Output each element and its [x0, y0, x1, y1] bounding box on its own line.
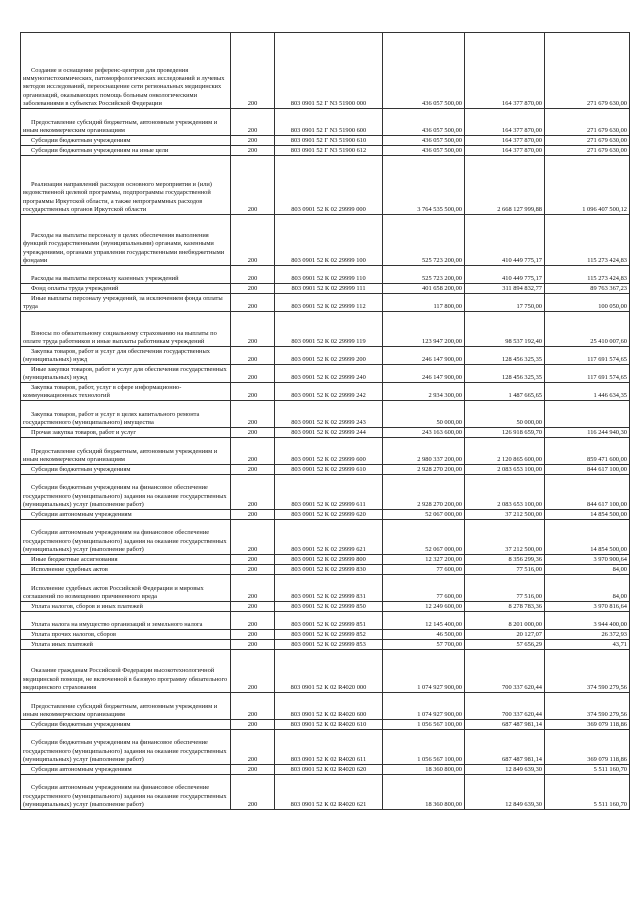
row-admin-code-cell: 200: [231, 146, 275, 156]
row-name-cell: Субсидии автономным учреждениям на финансовое обеспечение государственного (муниципального) задания на оказание государственных (муниципальных) услуг (выполнение работ): [21, 520, 231, 555]
row-name-cell: Оказание гражданам Российской Федерации высокотехнологичной медицинской помощи, не включенной в базовую программу обязательного медицинского страхования: [21, 650, 231, 693]
row-name-cell: Субсидии бюджетным учреждениям на финансовое обеспечение государственного (муниципального) задания на оказание государственных (муниципальных) услуг (выполнение работ): [21, 475, 231, 510]
row-name-cell: Уплата иных платежей: [21, 640, 231, 650]
row-executed-amount-cell: 410 449 775,17: [465, 215, 545, 266]
row-unexecuted-amount-cell: 5 511 160,70: [545, 765, 630, 775]
row-executed-amount-cell: 37 212 500,00: [465, 520, 545, 555]
row-executed-amount-cell: 12 849 639,30: [465, 765, 545, 775]
row-admin-code-cell: 200: [231, 693, 275, 720]
row-unexecuted-amount-cell: 271 679 630,00: [545, 146, 630, 156]
row-admin-code-cell: 200: [231, 640, 275, 650]
row-unexecuted-amount-cell: 100 050,00: [545, 294, 630, 312]
row-admin-code-cell: 200: [231, 630, 275, 640]
row-approved-amount-cell: 246 147 900,00: [383, 347, 465, 365]
row-name-cell: Субсидии бюджетным учреждениям: [21, 720, 231, 730]
row-unexecuted-amount-cell: 3 944 400,00: [545, 612, 630, 630]
row-approved-amount-cell: 2 928 270 200,00: [383, 475, 465, 510]
row-executed-amount-cell: 164 377 870,00: [465, 33, 545, 109]
row-budget-code-cell: 803 0901 52 К 02 29999 851: [275, 612, 383, 630]
row-budget-code-cell: 803 0901 52 К 02 29999 100: [275, 215, 383, 266]
row-budget-code-cell: 803 0901 52 К 02 29999 244: [275, 428, 383, 438]
table-row: [21, 284, 630, 294]
row-executed-amount-cell: 77 516,00: [465, 565, 545, 575]
row-approved-amount-cell: 57 700,00: [383, 640, 465, 650]
table-row: [21, 156, 630, 215]
row-executed-amount-cell: 8 201 000,00: [465, 612, 545, 630]
row-approved-amount-cell: 436 057 500,00: [383, 33, 465, 109]
table-row: [21, 365, 630, 383]
row-unexecuted-amount-cell: 3 970 900,64: [545, 555, 630, 565]
row-unexecuted-amount-cell: 374 590 279,56: [545, 693, 630, 720]
row-executed-amount-cell: 311 894 832,77: [465, 284, 545, 294]
row-name-cell: Закупка товаров, работ и услуг в целях капитального ремонта государственного (муниципального) имущества: [21, 401, 231, 428]
row-unexecuted-amount-cell: 84,00: [545, 565, 630, 575]
row-approved-amount-cell: 123 947 200,00: [383, 312, 465, 347]
row-approved-amount-cell: 243 163 600,00: [383, 428, 465, 438]
table-row: [21, 428, 630, 438]
row-admin-code-cell: 200: [231, 284, 275, 294]
row-unexecuted-amount-cell: 26 372,93: [545, 630, 630, 640]
row-executed-amount-cell: 57 656,29: [465, 640, 545, 650]
row-name-cell: Субсидии автономным учреждениям на финансовое обеспечение государственного (муниципального) задания на оказание государственных (муниципальных) услуг (выполнение работ): [21, 775, 231, 810]
row-approved-amount-cell: 52 067 000,00: [383, 510, 465, 520]
row-approved-amount-cell: 117 800,00: [383, 294, 465, 312]
row-unexecuted-amount-cell: 25 410 007,60: [545, 312, 630, 347]
budget-execution-table: [20, 32, 630, 810]
row-approved-amount-cell: 525 723 200,00: [383, 266, 465, 284]
table-row: [21, 650, 630, 693]
row-executed-amount-cell: 98 537 192,40: [465, 312, 545, 347]
row-budget-code-cell: 803 0901 52 К 02 R4020 600: [275, 693, 383, 720]
row-budget-code-cell: 803 0901 52 К 02 R4020 621: [275, 775, 383, 810]
row-budget-code-cell: 803 0901 52 К 02 29999 119: [275, 312, 383, 347]
row-executed-amount-cell: 50 000,00: [465, 401, 545, 428]
row-name-cell: Субсидии автономным учреждениям: [21, 765, 231, 775]
budget-report-page: [20, 32, 629, 810]
row-admin-code-cell: 200: [231, 383, 275, 401]
row-name-cell: Закупка товаров, работ, услуг в сфере информационно-коммуникационных технологий: [21, 383, 231, 401]
row-name-cell: Субсидии бюджетным учреждениям: [21, 465, 231, 475]
row-budget-code-cell: 803 0901 52 К 02 R4020 620: [275, 765, 383, 775]
row-admin-code-cell: 200: [231, 109, 275, 136]
row-approved-amount-cell: 77 600,00: [383, 575, 465, 602]
row-budget-code-cell: 803 0901 52 Г N3 51900 610: [275, 136, 383, 146]
row-name-cell: Уплата прочих налогов, сборов: [21, 630, 231, 640]
row-unexecuted-amount-cell: 271 679 630,00: [545, 33, 630, 109]
row-unexecuted-amount-cell: 1 096 407 500,12: [545, 156, 630, 215]
table-row: [21, 510, 630, 520]
row-admin-code-cell: 200: [231, 520, 275, 555]
table-row: [21, 565, 630, 575]
row-admin-code-cell: 200: [231, 465, 275, 475]
row-unexecuted-amount-cell: 117 691 574,65: [545, 347, 630, 365]
row-name-cell: Взносы по обязательному социальному страхованию на выплаты по оплате труда работников и иные выплаты работникам учреждений: [21, 312, 231, 347]
row-name-cell: Расходы на выплаты персоналу в целях обеспечения выполнения функций государственными (муниципальными) органами, казенными учреждениями, органами управления государственными внебюджетными фондами: [21, 215, 231, 266]
row-admin-code-cell: 200: [231, 156, 275, 215]
row-budget-code-cell: 803 0901 52 К 02 29999 240: [275, 365, 383, 383]
row-executed-amount-cell: 2 120 865 600,00: [465, 438, 545, 465]
row-budget-code-cell: 803 0901 52 К 02 29999 110: [275, 266, 383, 284]
row-approved-amount-cell: 50 000,00: [383, 401, 465, 428]
row-unexecuted-amount-cell: 271 679 630,00: [545, 109, 630, 136]
row-admin-code-cell: 200: [231, 602, 275, 612]
row-name-cell: Исполнение судебных актов: [21, 565, 231, 575]
row-approved-amount-cell: 3 764 535 500,00: [383, 156, 465, 215]
row-budget-code-cell: 803 0901 52 К 02 29999 831: [275, 575, 383, 602]
row-executed-amount-cell: 410 449 775,17: [465, 266, 545, 284]
row-unexecuted-amount-cell: 271 679 630,00: [545, 136, 630, 146]
row-executed-amount-cell: 128 456 325,35: [465, 347, 545, 365]
row-name-cell: Уплата налогов, сборов и иных платежей: [21, 602, 231, 612]
table-row: [21, 765, 630, 775]
row-budget-code-cell: 803 0901 52 К 02 29999 610: [275, 465, 383, 475]
table-row: [21, 266, 630, 284]
row-name-cell: Расходы на выплаты персоналу казенных учреждений: [21, 266, 231, 284]
table-row: [21, 383, 630, 401]
row-admin-code-cell: 200: [231, 33, 275, 109]
row-admin-code-cell: 200: [231, 575, 275, 602]
row-budget-code-cell: 803 0901 52 К 02 29999 112: [275, 294, 383, 312]
row-admin-code-cell: 200: [231, 475, 275, 510]
row-admin-code-cell: 200: [231, 775, 275, 810]
row-name-cell: Реализация направлений расходов основного мероприятия и (или) ведомственной целевой программы, подпрограммы государственной программы Иркутской области, а также непрограммных расходов государственных органов Иркутской области: [21, 156, 231, 215]
row-executed-amount-cell: 164 377 870,00: [465, 136, 545, 146]
row-admin-code-cell: 200: [231, 765, 275, 775]
row-budget-code-cell: 803 0901 52 Г N3 51900 000: [275, 33, 383, 109]
row-approved-amount-cell: 436 057 500,00: [383, 109, 465, 136]
row-admin-code-cell: 200: [231, 401, 275, 428]
row-approved-amount-cell: 246 147 900,00: [383, 365, 465, 383]
table-row: [21, 555, 630, 565]
table-body: [21, 33, 630, 810]
row-name-cell: Субсидии автономным учреждениям: [21, 510, 231, 520]
table-row: [21, 294, 630, 312]
row-approved-amount-cell: 12 249 600,00: [383, 602, 465, 612]
row-unexecuted-amount-cell: 117 691 574,65: [545, 365, 630, 383]
row-executed-amount-cell: 1 487 665,65: [465, 383, 545, 401]
row-executed-amount-cell: 17 750,00: [465, 294, 545, 312]
row-executed-amount-cell: 77 516,00: [465, 575, 545, 602]
row-name-cell: Иные выплаты персоналу учреждений, за исключением фонда оплаты труда: [21, 294, 231, 312]
row-budget-code-cell: 803 0901 52 Г N3 51900 600: [275, 109, 383, 136]
row-admin-code-cell: 200: [231, 365, 275, 383]
row-approved-amount-cell: 2 934 300,00: [383, 383, 465, 401]
table-row: [21, 465, 630, 475]
table-row: [21, 146, 630, 156]
row-budget-code-cell: 803 0901 52 К 02 29999 621: [275, 520, 383, 555]
row-admin-code-cell: 200: [231, 428, 275, 438]
row-name-cell: Уплата налога на имущество организаций и земельного налога: [21, 612, 231, 630]
row-executed-amount-cell: 700 337 620,44: [465, 650, 545, 693]
table-row: [21, 640, 630, 650]
row-admin-code-cell: 200: [231, 555, 275, 565]
row-admin-code-cell: 200: [231, 730, 275, 765]
row-budget-code-cell: 803 0901 52 К 02 29999 800: [275, 555, 383, 565]
table-row: [21, 612, 630, 630]
table-row: [21, 347, 630, 365]
row-executed-amount-cell: 8 356 299,36: [465, 555, 545, 565]
row-unexecuted-amount-cell: 374 590 279,56: [545, 650, 630, 693]
row-admin-code-cell: 200: [231, 438, 275, 465]
row-unexecuted-amount-cell: 43,71: [545, 640, 630, 650]
row-budget-code-cell: 803 0901 52 К 02 29999 853: [275, 640, 383, 650]
row-budget-code-cell: 803 0901 52 К 02 R4020 000: [275, 650, 383, 693]
row-admin-code-cell: 200: [231, 347, 275, 365]
row-name-cell: Закупка товаров, работ и услуг для обеспечения государственных (муниципальных) нужд: [21, 347, 231, 365]
row-approved-amount-cell: 46 500,00: [383, 630, 465, 640]
row-unexecuted-amount-cell: 115 273 424,83: [545, 266, 630, 284]
row-unexecuted-amount-cell: 115 273 424,83: [545, 215, 630, 266]
row-executed-amount-cell: 12 849 639,30: [465, 775, 545, 810]
row-budget-code-cell: 803 0901 52 Г N3 51900 612: [275, 146, 383, 156]
row-approved-amount-cell: 77 600,00: [383, 565, 465, 575]
row-approved-amount-cell: 12 327 200,00: [383, 555, 465, 565]
row-budget-code-cell: 803 0901 52 К 02 29999 111: [275, 284, 383, 294]
table-row: [21, 215, 630, 266]
row-budget-code-cell: 803 0901 52 К 02 R4020 611: [275, 730, 383, 765]
row-budget-code-cell: 803 0901 52 К 02 29999 611: [275, 475, 383, 510]
row-approved-amount-cell: 525 723 200,00: [383, 215, 465, 266]
row-budget-code-cell: 803 0901 52 К 02 29999 830: [275, 565, 383, 575]
row-approved-amount-cell: 436 057 500,00: [383, 136, 465, 146]
table-row: [21, 33, 630, 109]
row-name-cell: Создание и оснащение референс-центров для проведения иммуногистохимических, патоморфологических исследований и лучевых методов исследований, переоснащение сети региональных медицинских организаций, оказывающих помощь больным онкологическими заболеваниями в субъектах Российской Федерации: [21, 33, 231, 109]
row-budget-code-cell: 803 0901 52 К 02 29999 852: [275, 630, 383, 640]
row-unexecuted-amount-cell: 859 471 600,00: [545, 438, 630, 465]
row-name-cell: Субсидии бюджетным учреждениям на иные цели: [21, 146, 231, 156]
row-approved-amount-cell: 1 056 567 100,00: [383, 730, 465, 765]
row-approved-amount-cell: 18 360 800,00: [383, 775, 465, 810]
table-row: [21, 475, 630, 510]
row-unexecuted-amount-cell: 5 511 160,70: [545, 775, 630, 810]
row-executed-amount-cell: 687 487 981,14: [465, 720, 545, 730]
row-unexecuted-amount-cell: 116 244 940,30: [545, 428, 630, 438]
row-budget-code-cell: 803 0901 52 К 02 29999 242: [275, 383, 383, 401]
row-approved-amount-cell: 2 980 337 200,00: [383, 438, 465, 465]
row-executed-amount-cell: 37 212 500,00: [465, 510, 545, 520]
row-name-cell: Субсидии бюджетным учреждениям на финансовое обеспечение государственного (муниципального) задания на оказание государственных (муниципальных) услуг (выполнение работ): [21, 730, 231, 765]
row-executed-amount-cell: 2 083 653 100,00: [465, 465, 545, 475]
table-row: [21, 401, 630, 428]
table-row: [21, 520, 630, 555]
row-admin-code-cell: 200: [231, 565, 275, 575]
row-executed-amount-cell: 2 083 653 100,00: [465, 475, 545, 510]
row-unexecuted-amount-cell: 844 617 100,00: [545, 465, 630, 475]
row-executed-amount-cell: 164 377 870,00: [465, 109, 545, 136]
row-budget-code-cell: 803 0901 52 К 02 R4020 610: [275, 720, 383, 730]
row-executed-amount-cell: 20 127,07: [465, 630, 545, 640]
row-approved-amount-cell: 18 360 800,00: [383, 765, 465, 775]
table-row: [21, 693, 630, 720]
row-budget-code-cell: 803 0901 52 К 02 29999 200: [275, 347, 383, 365]
table-row: [21, 575, 630, 602]
row-budget-code-cell: 803 0901 52 К 02 29999 850: [275, 602, 383, 612]
row-admin-code-cell: 200: [231, 266, 275, 284]
row-executed-amount-cell: 687 487 981,14: [465, 730, 545, 765]
row-executed-amount-cell: 164 377 870,00: [465, 146, 545, 156]
row-executed-amount-cell: 128 456 325,35: [465, 365, 545, 383]
row-unexecuted-amount-cell: 84,00: [545, 575, 630, 602]
row-name-cell: Исполнение судебных актов Российской Федерации и мировых соглашений по возмещению причиненного вреда: [21, 575, 231, 602]
table-row: [21, 312, 630, 347]
table-row: [21, 438, 630, 465]
row-executed-amount-cell: 126 918 659,70: [465, 428, 545, 438]
row-unexecuted-amount-cell: 1 446 634,35: [545, 383, 630, 401]
table-row: [21, 109, 630, 136]
row-approved-amount-cell: 12 145 400,00: [383, 612, 465, 630]
row-name-cell: Субсидии бюджетным учреждениям: [21, 136, 231, 146]
row-admin-code-cell: 200: [231, 650, 275, 693]
row-approved-amount-cell: 1 074 927 900,00: [383, 693, 465, 720]
table-row: [21, 602, 630, 612]
row-approved-amount-cell: 436 057 500,00: [383, 146, 465, 156]
row-name-cell: Прочая закупка товаров, работ и услуг: [21, 428, 231, 438]
row-approved-amount-cell: 52 067 000,00: [383, 520, 465, 555]
row-unexecuted-amount-cell: 3 970 816,64: [545, 602, 630, 612]
row-executed-amount-cell: 700 337 620,44: [465, 693, 545, 720]
row-executed-amount-cell: 8 278 783,36: [465, 602, 545, 612]
row-admin-code-cell: 200: [231, 612, 275, 630]
row-budget-code-cell: 803 0901 52 К 02 29999 243: [275, 401, 383, 428]
row-unexecuted-amount-cell: 369 079 118,86: [545, 730, 630, 765]
table-row: [21, 136, 630, 146]
row-admin-code-cell: 200: [231, 215, 275, 266]
row-admin-code-cell: 200: [231, 294, 275, 312]
table-row: [21, 720, 630, 730]
row-unexecuted-amount-cell: 14 854 500,00: [545, 520, 630, 555]
row-admin-code-cell: 200: [231, 720, 275, 730]
row-unexecuted-amount-cell: 89 763 367,23: [545, 284, 630, 294]
row-approved-amount-cell: 2 928 270 200,00: [383, 465, 465, 475]
row-approved-amount-cell: 1 056 567 100,00: [383, 720, 465, 730]
row-admin-code-cell: 200: [231, 136, 275, 146]
row-executed-amount-cell: 2 668 127 999,88: [465, 156, 545, 215]
row-name-cell: Иные бюджетные ассигнования: [21, 555, 231, 565]
row-unexecuted-amount-cell: 369 079 118,86: [545, 720, 630, 730]
row-approved-amount-cell: 1 074 927 900,00: [383, 650, 465, 693]
table-row: [21, 630, 630, 640]
row-unexecuted-amount-cell: 14 854 500,00: [545, 510, 630, 520]
row-unexecuted-amount-cell: 844 617 100,00: [545, 475, 630, 510]
row-approved-amount-cell: 401 658 200,00: [383, 284, 465, 294]
row-name-cell: Фонд оплаты труда учреждений: [21, 284, 231, 294]
row-name-cell: Предоставление субсидий бюджетным, автономным учреждениям и иным некоммерческим организациям: [21, 693, 231, 720]
row-admin-code-cell: 200: [231, 312, 275, 347]
row-name-cell: Предоставление субсидий бюджетным, автономным учреждениям и иным некоммерческим организациям: [21, 109, 231, 136]
row-name-cell: Иные закупки товаров, работ и услуг для обеспечения государственных (муниципальных) нужд: [21, 365, 231, 383]
row-budget-code-cell: 803 0901 52 К 02 29999 620: [275, 510, 383, 520]
row-admin-code-cell: 200: [231, 510, 275, 520]
row-budget-code-cell: 803 0901 52 К 02 29999 600: [275, 438, 383, 465]
row-unexecuted-amount-cell: [545, 401, 630, 428]
row-name-cell: Предоставление субсидий бюджетным, автономным учреждениям и иным некоммерческим организациям: [21, 438, 231, 465]
table-row: [21, 730, 630, 765]
table-row: [21, 775, 630, 810]
row-budget-code-cell: 803 0901 52 К 02 29999 000: [275, 156, 383, 215]
